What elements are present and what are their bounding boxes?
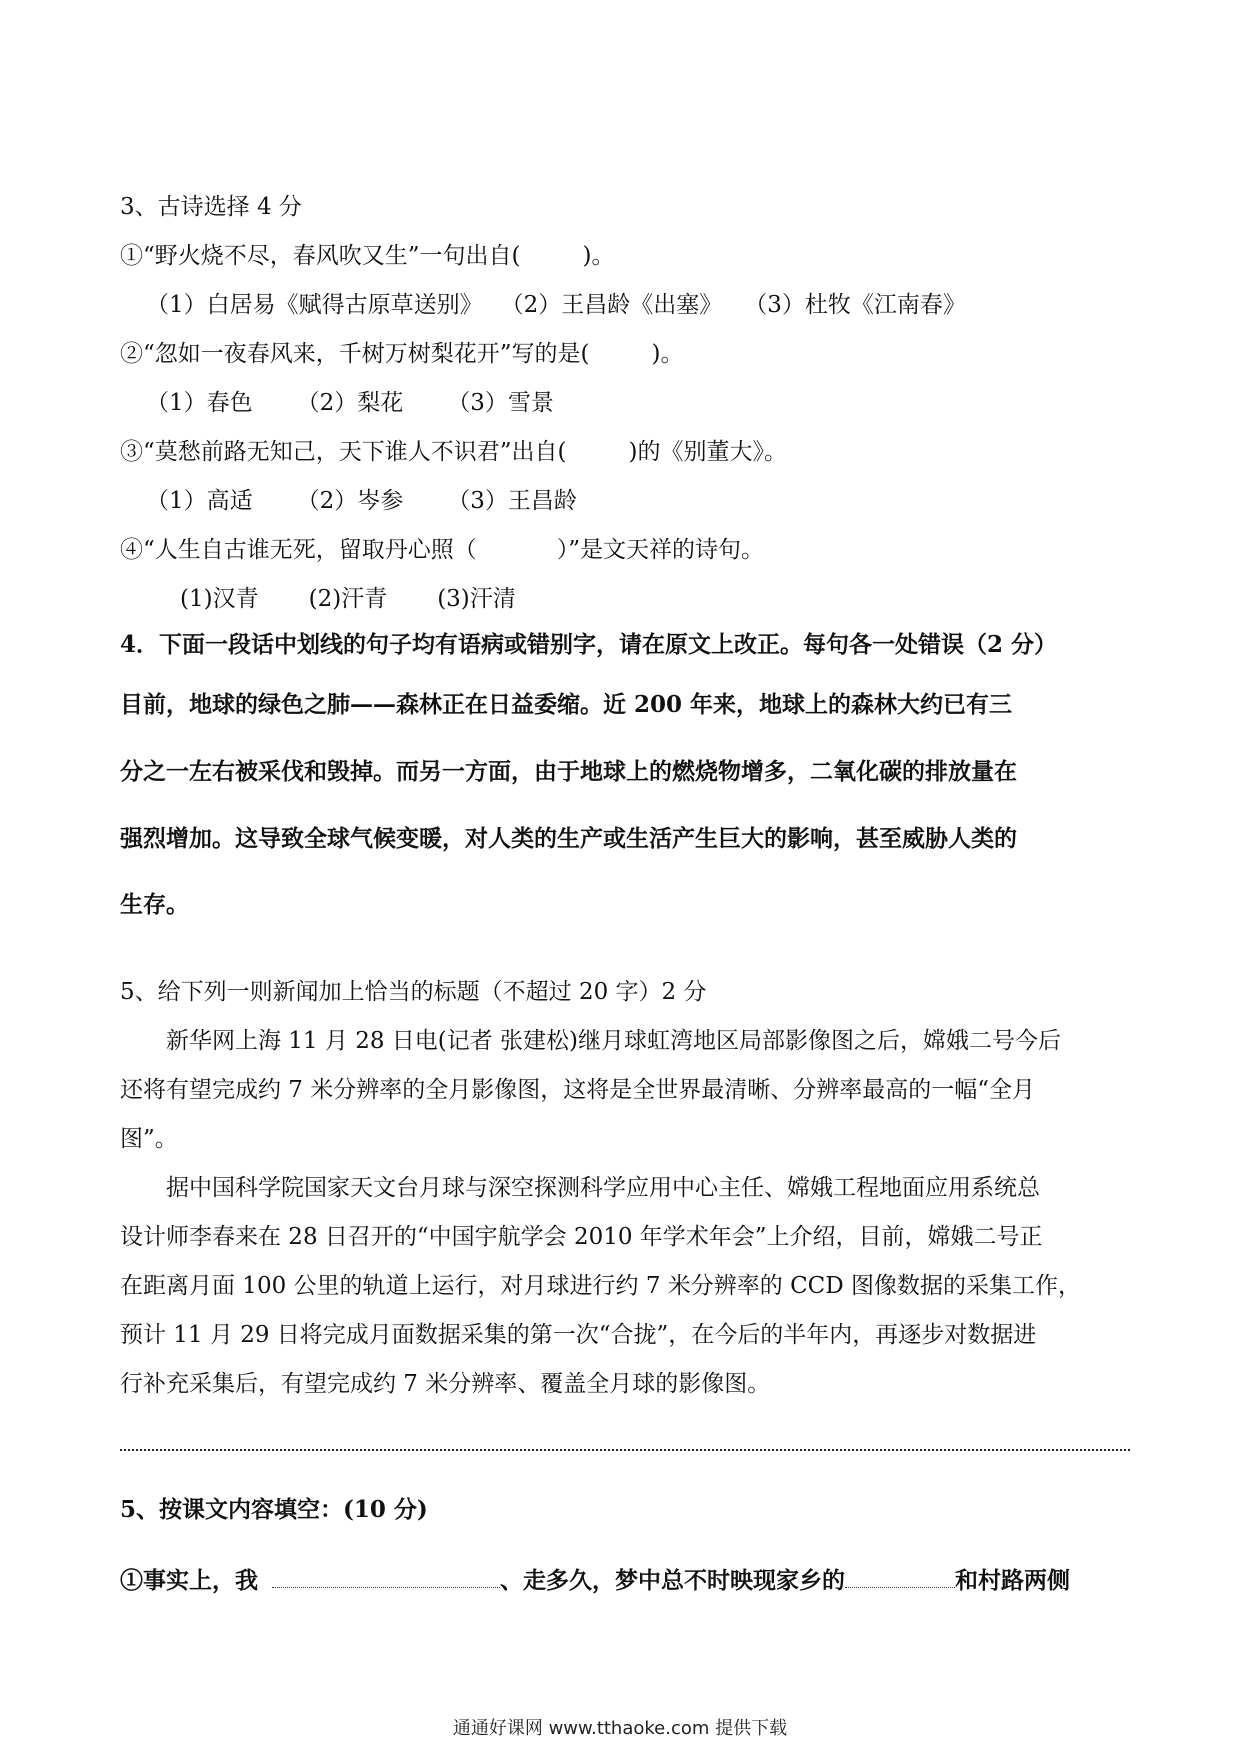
q6-title: 5、按课文内容填空：(10 分) <box>120 1496 428 1523</box>
news-line: 图”。 <box>120 1126 178 1152</box>
fill-blank[interactable] <box>272 1565 500 1588</box>
q3-item3-options <box>146 486 577 516</box>
option: （1）高适 <box>146 488 253 514</box>
q3-item2-suffix: )。 <box>651 341 684 367</box>
option: (1)汉青 <box>180 586 259 612</box>
q3-item4-options <box>180 584 516 614</box>
option: （3）王昌龄 <box>447 488 577 514</box>
option: （2）王昌龄《出塞》 <box>500 292 723 318</box>
news-line: 据中国科学院国家天文台月球与深空探测科学应用中心主任、嫦娥工程地面应用系统总 <box>166 1175 1040 1201</box>
q3-item4 <box>120 535 764 565</box>
q4-paragraph-line: 分之一左右被采伐和毁掉。而另一方面，由于地球上的燃烧物增多，二氧化碳的排放量在 <box>120 758 1017 785</box>
answer-separator <box>120 1449 1130 1451</box>
q3-item2-prompt: ②“忽如一夜春风来，千树万树梨花开”写的是( <box>120 341 590 367</box>
option: （1）白居易《赋得古原草送别》 <box>146 292 483 318</box>
news-line: 还将有望完成约 7 米分辨率的全月影像图，这将是全世界最清晰、分辨率最高的一幅“全月 <box>120 1077 1036 1103</box>
q5-title: 5、给下列一则新闻加上恰当的标题（不超过 20 字）2 分 <box>120 979 707 1005</box>
news-line: 在距离月面 100 公里的轨道上运行，对月球进行约 7 米分辨率的 CCD 图像数据的采集工作， <box>120 1273 1082 1299</box>
q3-item2-options <box>146 388 554 418</box>
q6-line1 <box>120 1565 1070 1596</box>
option: (3)汗清 <box>437 586 516 612</box>
news-line: 新华网上海 11 月 28 日电(记者 张建松)继月球虹湾地区局部影像图之后，嫦娥二号今后 <box>166 1028 1062 1054</box>
q3-item2 <box>120 339 683 369</box>
footer-source: 通通好课网 www.tthaoke.com 提供下载 <box>452 1718 788 1739</box>
option: （2）岑参 <box>296 488 404 514</box>
q6-text: 、走多久，梦中总不时映现家乡的 <box>500 1567 845 1594</box>
q3-item1-options <box>146 290 966 320</box>
q6-text: ①事实上，我 <box>120 1567 258 1594</box>
q6-text: 和村路两侧 <box>955 1567 1070 1594</box>
q3-title: 3、古诗选择 4 分 <box>120 194 302 220</box>
news-line: 行补充采集后，有望完成约 7 米分辨率、覆盖全月球的影像图。 <box>120 1371 771 1397</box>
option: （1）春色 <box>146 390 253 416</box>
q3-item4-prompt: ④“人生自古谁无死，留取丹心照（ <box>120 537 477 563</box>
q4-paragraph-line: 目前，地球的绿色之肺——森林正在日益委缩。近 200 年来，地球上的森林大约已有三 <box>120 691 1013 718</box>
option: （2）梨花 <box>296 390 404 416</box>
q4-paragraph-line: 强烈增加。这导致全球气候变暖，对人类的生产或生活产生巨大的影响，甚至威胁人类的 <box>120 825 1017 852</box>
option: （3）雪景 <box>447 390 554 416</box>
option: (2)汗青 <box>308 586 388 612</box>
q3-item1-suffix: )。 <box>582 243 615 269</box>
q3-item1 <box>120 241 614 271</box>
option: （3）杜牧《江南春》 <box>744 292 966 318</box>
q3-item3 <box>120 437 787 467</box>
q3-item3-suffix: )的《别董大》。 <box>628 439 787 465</box>
q3-item1-prompt: ①“野火烧不尽，春风吹又生”一句出自( <box>120 243 521 269</box>
q4-title: 4．下面一段话中划线的句子均有语病或错别字，请在原文上改正。每句各一处错误（2 分） <box>120 631 1058 658</box>
q3-item3-prompt: ③“莫愁前路无知己，天下谁人不识君”出自( <box>120 439 567 465</box>
q3-item4-suffix: ）”是文天祥的诗句。 <box>556 537 765 563</box>
fill-blank[interactable] <box>845 1565 955 1588</box>
news-line: 预计 11 月 29 日将完成月面数据采集的第一次“合拢”，在今后的半年内，再逐步对数据进 <box>120 1322 1037 1348</box>
news-line: 设计师李春来在 28 日召开的“中国宇航学会 2010 年学术年会”上介绍，目前，嫦娥二号正 <box>120 1224 1043 1250</box>
q4-paragraph-line: 生存。 <box>120 891 189 918</box>
